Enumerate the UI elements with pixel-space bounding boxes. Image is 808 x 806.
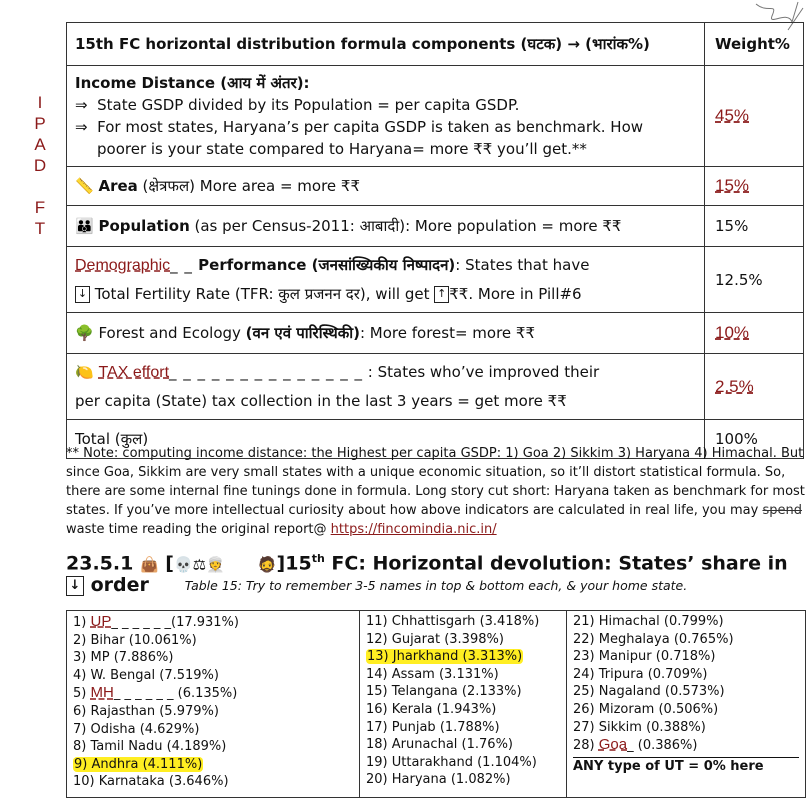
- state-list-item: [573, 648, 799, 666]
- state-name: Andhra: [91, 756, 139, 772]
- side-letter-gap: [30, 176, 50, 197]
- table-row-population: [67, 206, 804, 247]
- state-list-item: [366, 631, 560, 649]
- blank-dashes: _ _ _ _ _ _: [111, 615, 171, 630]
- state-name: Jharkhand: [392, 649, 459, 665]
- blank-dashes: _: [627, 738, 634, 754]
- state-list-item: [366, 648, 560, 666]
- state-list-item: [573, 701, 799, 719]
- weight-value: 15%: [715, 217, 749, 235]
- state-rank: 22): [573, 631, 599, 647]
- state-share: (1.788%): [439, 719, 500, 735]
- bearded-face-icon: 🧔: [257, 555, 277, 574]
- side-letter: A: [34, 135, 46, 154]
- family-icon: 👪: [75, 217, 94, 235]
- formula-components-table: [66, 22, 804, 459]
- blank-dashes: _ _ _ _ _ _ _ _ _ _ _ _ _ _: [169, 363, 364, 381]
- states-column-1: [67, 611, 360, 797]
- state-list-item: [573, 666, 799, 684]
- state-list-item: [366, 771, 560, 789]
- state-share: (3.131%): [438, 666, 499, 682]
- state-list-item: [366, 701, 560, 719]
- state-list-item: [573, 683, 799, 701]
- state-rank: 7): [73, 721, 91, 737]
- state-share: (1.082%): [450, 772, 511, 788]
- state-share: (0.388%): [646, 719, 706, 735]
- footnote-text: ** Note: computing income distance: the Highest per capita GSDP: 1) Goa 2) Sikkim 3) Haryana 4) Himachal. But since Goa, Sikkim are very small states with a unique economic situation, so it’ll distort statistical formula. So, there are some internal fine tunings done in formula. Long story cut short: Haryana taken as benchmark for most states. If you’ve more intellectual curiosity about how above indicators are calculated in real life, you may: [66, 446, 805, 518]
- state-list-item: [366, 719, 560, 737]
- scales-icon: ⚖: [192, 555, 207, 574]
- side-letter: P: [34, 114, 46, 133]
- row-title: Income Distance (आय में अंतर):: [75, 74, 310, 92]
- row-text: ₹₹. More in Pill#6: [449, 285, 582, 303]
- bullet-item: [75, 94, 696, 116]
- state-rank: 15): [366, 684, 392, 700]
- row-title: Population: [98, 217, 190, 235]
- row-title: (वन एवं पारिस्थिकी): [245, 324, 360, 342]
- report-link[interactable]: https://fincomindia.nic.in/: [330, 522, 497, 537]
- table-caption: Table 15: Try to remember 3-5 names in top & bottom each, & your home state.: [184, 578, 688, 593]
- side-letter: D: [33, 156, 47, 175]
- state-name: Tripura: [598, 666, 644, 682]
- state-name: Karnataka: [98, 774, 165, 790]
- state-rank: 9): [74, 756, 92, 772]
- table-row-tax-effort: [67, 354, 804, 420]
- state-share: (3.398%): [444, 631, 504, 647]
- section-heading: 23.5.1 👜 [💀⚖👳 🧔]15th FC: Horizontal devolution: States’ share in ↓ order: [66, 552, 788, 597]
- header-component: 15th FC horizontal distribution formula components (घटक) → (भारांक%): [67, 23, 705, 66]
- state-list-item: [73, 703, 353, 721]
- state-name: Gujarat: [391, 631, 441, 647]
- state-share: (0.718%): [655, 649, 716, 665]
- title-text: order: [84, 574, 149, 597]
- state-rank: 28): [573, 738, 599, 754]
- state-share: (1.943%): [436, 701, 497, 717]
- table-row-area: [67, 167, 804, 206]
- state-share: (4.189%): [166, 739, 227, 755]
- arrow-icon: ⇒: [75, 96, 88, 114]
- state-rank: 12): [366, 631, 392, 647]
- state-share: (3.418%): [479, 614, 540, 629]
- row-text: (क्षेत्रफल) More area = more ₹₹: [137, 177, 361, 195]
- state-name: Arunachal: [391, 737, 458, 753]
- state-share: (4.629%): [139, 721, 200, 737]
- title-text: FC: Horizontal devolution: States’ share in: [324, 552, 788, 575]
- state-rank: 8): [73, 739, 91, 755]
- state-list-item: [366, 736, 560, 754]
- title-text: 15: [285, 552, 312, 575]
- state-name: Meghalaya: [598, 631, 670, 647]
- state-share: (10.061%): [128, 632, 197, 648]
- state-rank: 11): [366, 614, 392, 629]
- footnote-text: waste time reading the original report@: [66, 522, 331, 537]
- state-list-item: [366, 683, 560, 701]
- state-name: Mizoram: [598, 701, 655, 717]
- side-letter: I: [37, 93, 43, 112]
- state-rank: 24): [573, 666, 599, 682]
- weight-value: 10%: [715, 323, 750, 342]
- state-list-item: [73, 721, 353, 739]
- tree-icon: 🌳: [75, 324, 94, 342]
- lemon-icon: 🍋: [75, 363, 94, 381]
- state-rank: 17): [366, 719, 392, 735]
- state-name: Manipur: [598, 649, 652, 665]
- table-row-income-distance: [67, 66, 804, 167]
- state-share: (0.709%): [647, 666, 708, 682]
- state-list-item: [73, 773, 353, 791]
- state-name: Sikkim: [598, 719, 642, 735]
- state-share: (3.646%): [168, 774, 229, 790]
- state-rank: 3): [73, 650, 91, 666]
- state-name: Tamil Nadu: [90, 739, 163, 755]
- state-share: (0.799%): [663, 614, 724, 629]
- state-list-item: [73, 684, 353, 703]
- row-text: (as per Census-2011: आबादी): More population = more ₹₹: [189, 217, 622, 235]
- row-text: : States that have: [455, 256, 590, 274]
- bullet-text: State GSDP divided by its Population = per capita GSDP.: [97, 96, 520, 114]
- state-list-item: [366, 613, 560, 631]
- state-rank: 21): [573, 614, 599, 629]
- struck-word: spend: [762, 503, 802, 518]
- state-name: Chhattisgarh: [391, 614, 476, 629]
- state-name: Assam: [391, 666, 435, 682]
- state-rank: 20): [366, 772, 392, 788]
- state-share: (5.979%): [159, 703, 219, 719]
- header-weight: Weight%: [705, 23, 804, 66]
- weight-value: 100%: [715, 430, 758, 448]
- face-icon: 👳: [206, 555, 225, 574]
- state-share: (17.931%): [171, 615, 239, 630]
- state-name: Kerala: [391, 701, 433, 717]
- table-header-row: [67, 23, 804, 66]
- row-text: Total (कुल): [75, 430, 149, 448]
- state-share: (1.104%): [477, 754, 537, 770]
- state-share: (0.386%): [633, 738, 698, 754]
- state-share: (0.506%): [658, 701, 719, 717]
- state-name: Uttarakhand: [391, 754, 473, 770]
- state-name: Nagaland: [598, 684, 661, 700]
- weight-value: 12.5%: [715, 270, 763, 289]
- handwritten-fill-in: Demographic: [75, 257, 171, 274]
- row-title: Performance (जनसांख्यिकीय निष्पादन): [192, 256, 456, 274]
- state-share: (3.313%): [462, 649, 523, 665]
- row-text: : More forest= more ₹₹: [359, 324, 536, 342]
- state-share: (6.135%): [173, 686, 238, 702]
- weight-value: 2.5%: [715, 376, 754, 396]
- side-letter: T: [34, 219, 46, 238]
- state-name: Rajasthan: [90, 703, 156, 719]
- state-share: (7.519%): [159, 667, 219, 683]
- row-text: : States who’ve improved their: [367, 363, 600, 381]
- state-rank: 14): [366, 666, 392, 682]
- down-arrow-box-icon: ↓: [66, 576, 84, 596]
- state-name: Bihar: [90, 632, 125, 648]
- state-name: MP: [90, 650, 110, 666]
- state-name: Punjab: [391, 719, 436, 735]
- state-name: UP: [90, 613, 112, 630]
- state-list-item: [366, 666, 560, 684]
- state-rank: 10): [73, 774, 99, 790]
- row-text: Total Fertility Rate (TFR: कुल प्रजनन दर), will get: [90, 285, 435, 303]
- state-share: (0.573%): [664, 684, 725, 700]
- title-sup: th: [311, 552, 325, 565]
- state-rank: 13): [367, 649, 393, 665]
- section-number: 23.5.1: [66, 552, 134, 575]
- state-name: Telangana: [391, 684, 458, 700]
- state-list-item: [573, 631, 799, 649]
- state-name: MH: [90, 684, 114, 702]
- state-share: (4.111%): [142, 756, 203, 772]
- state-list-item: [366, 754, 560, 772]
- state-list-item: [73, 756, 353, 774]
- state-rank: 6): [73, 703, 91, 719]
- side-letter: F: [34, 198, 46, 217]
- bullet-item: [75, 116, 696, 160]
- states-column-2: [360, 611, 567, 797]
- state-rank: 25): [573, 684, 599, 700]
- state-rank: 19): [366, 754, 392, 770]
- state-name: W. Bengal: [90, 667, 156, 683]
- row-text: per capita (State) tax collection in the last 3 years = get more ₹₹: [75, 392, 567, 410]
- state-list-item: [73, 667, 353, 685]
- table-row-forest: [67, 313, 804, 354]
- state-name: Himachal: [598, 614, 660, 629]
- state-share: (7.886%): [113, 650, 174, 666]
- state-rank: 18): [366, 737, 392, 753]
- state-name: Haryana: [391, 772, 447, 788]
- state-list-item: [73, 632, 353, 650]
- ruler-icon: 📏: [75, 177, 94, 195]
- state-share: (1.76%): [461, 737, 513, 753]
- weight-value: 45%: [715, 106, 750, 125]
- up-arrow-box-icon: ↑: [434, 286, 449, 303]
- states-share-table: [66, 610, 806, 798]
- state-list-item: [73, 738, 353, 756]
- ut-note: ANY type of UT = 0% here: [573, 757, 799, 776]
- state-rank: 26): [573, 701, 599, 717]
- bag-icon: 👜: [139, 555, 159, 574]
- state-rank: 4): [73, 667, 91, 683]
- state-name: Odisha: [90, 721, 136, 737]
- state-list-item: [573, 613, 799, 631]
- state-list-item: [573, 736, 799, 755]
- state-rank: 23): [573, 649, 599, 665]
- handwritten-fill-in: TAX effort: [98, 364, 170, 381]
- state-rank: 5): [73, 686, 91, 702]
- weight-value: 15%: [715, 176, 750, 195]
- state-rank: 1): [73, 615, 91, 630]
- table-row-demographic: [67, 247, 804, 313]
- states-column-3: [567, 611, 805, 797]
- footnote: [66, 444, 806, 539]
- state-list-item: [73, 613, 353, 632]
- state-list-item: [573, 719, 799, 737]
- skull-icon: 💀: [173, 555, 193, 574]
- arrow-icon: ⇒: [75, 118, 88, 136]
- state-rank: 27): [573, 719, 599, 735]
- state-rank: 16): [366, 701, 392, 717]
- bullet-text: For most states, Haryana’s per capita GSDP is taken as benchmark. How poorer is your state compared to Haryana= more ₹₹ you’ll get.**: [97, 118, 644, 158]
- state-share: (2.133%): [461, 684, 522, 700]
- blank-dashes: _ _: [170, 256, 193, 274]
- blank-dashes: _ _ _ _ _ _: [113, 686, 174, 702]
- down-arrow-box-icon: ↓: [75, 286, 90, 303]
- state-share: (0.765%): [673, 631, 734, 647]
- row-text: Forest and Ecology: [93, 324, 246, 342]
- row-title: Area: [98, 177, 138, 195]
- state-rank: 2): [73, 632, 91, 648]
- side-label-ipad-ft: [30, 92, 50, 239]
- state-name: Goa: [598, 736, 628, 754]
- state-list-item: [73, 649, 353, 667]
